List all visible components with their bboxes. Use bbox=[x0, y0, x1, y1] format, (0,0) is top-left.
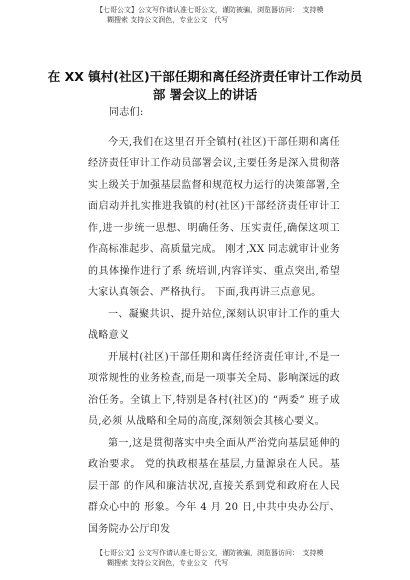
title-line-1: 在 XX 镇村(社区)干部任期和离任经济责任审计工作动员 bbox=[47, 69, 363, 84]
footer-watermark-banner bbox=[0, 548, 410, 568]
section-heading-1: 一、凝聚共识、提升站位,深刻认识审计工作的重大战略意义 bbox=[88, 308, 340, 341]
watermark-line-2: 糊搜索 支持公文润色，专业公文 代写 bbox=[107, 559, 229, 567]
speech-body bbox=[88, 102, 340, 540]
paragraph-2: 开展村(社区)干部任期和离任经济责任审计,不是一项常规性的业务检查,而是一项事关全局、影响深远的政治任务。全镇上下,特别是各村(社区)的 “两委” 班子成员,必须 从战略和全局的高度,深刻领会其核心要义。 bbox=[88, 351, 340, 427]
watermark-line-1: 【七哥公文】公文写作请认准七哥公文，谨防被骗，浏览器访问： 支持模 bbox=[96, 6, 324, 14]
paragraph-intro: 今天,我们在这里召开全镇村(社区)干部任期和离任经济责任审计工作动员部署会议,主要任务是深入贯彻落实上级关于加强基层监督和规范权力运行的决策部署,全面启动并扎实推进我镇的村(社区)干部经济责任审计工作,进一步统一思想、明确任务、压实责任,确保这项工作高标准起步、高质量完成。 刚才,XX 同志就审计业务的具体操作进行了系 统培训,内容详实、重点突出,希望大家认真领会、严格执行。 下面,我再讲三点意见。 bbox=[88, 136, 340, 298]
paragraph-3: 第一,这是贯彻落实中央全面从严治党向基层延伸的政治要求。 党的执政根基在基层,力量源泉在人民。基层干部 的作风和廉洁状况,直接关系到党和政府在人民群众心中的 形象。今年 4 月 20 日,中共中央办公厅、国务院办公厅印发 bbox=[88, 437, 340, 535]
greeting: 同志们: bbox=[109, 107, 144, 118]
watermark-line-2: 糊搜索 支持公文润色，专业公文 代写 bbox=[107, 16, 229, 24]
header-watermark-banner bbox=[0, 5, 410, 25]
document-title bbox=[0, 68, 410, 104]
title-line-2: 部 署会议上的讲话 bbox=[152, 87, 258, 102]
watermark-line-1: 【七哥公文】公文写作请认准七哥公文，谨防被骗，浏览器访问： 支持模 bbox=[96, 549, 324, 557]
